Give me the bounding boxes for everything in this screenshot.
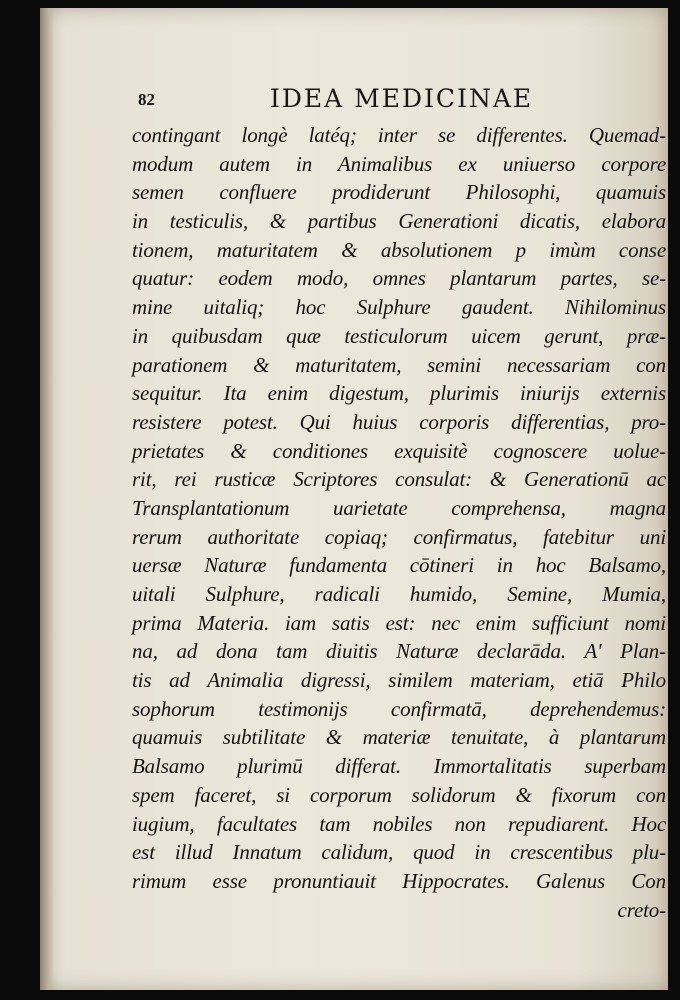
running-title: IDEA MEDICINAE [270,84,534,113]
text-line: sequitur. Ita enim digestum, plurimis iniurijs externis [132,381,666,406]
text-line: est illud Innatum calidum, quod in crescentibus plu- [132,840,666,865]
paper-page [40,8,668,990]
text-line: mine uitaliq; hoc Sulphure gaudent. Nihilominus [132,295,666,320]
page-gutter-shadow [40,8,54,990]
text-line: quamuis subtilitate & materiæ tenuitate, à plantarum [132,725,666,750]
text-line: modum autem in Animalibus ex uniuerso corpore [132,151,666,176]
text-line: in quibusdam quæ testiculorum uicem gerunt, præ- [132,323,666,348]
text-line: Transplantationum uarietate comprehensa, magna [132,495,666,520]
text-line: sophorum testimonijs confirmatā, deprehendemus: [132,696,666,721]
text-line: tionem, maturitatem & absolutionem p imùm conse [132,237,666,262]
text-line: Balsamo plurimū differat. Immortalitatis superbam [132,754,666,779]
text-line: quatur: eodem modo, omnes plantarum partes, se- [132,266,666,291]
catchword: creto- [617,897,666,922]
text-line: resistere potest. Qui huius corporis differentias, pro- [132,409,666,434]
text-line: in testiculis, & partibus Generationi dicatis, elabora [132,209,666,234]
text-line: rerum authoritate copiaq; confirmatus, fatebitur uni [132,524,666,549]
page-number: 82 [138,90,155,109]
text-line: na, ad dona tam diuitis Naturæ declarāda. A' Plan- [132,639,666,664]
text-line: uitali Sulphure, radicali humido, Semine, Mumia, [132,582,666,606]
text-line: prima Materia. iam satis est: nec enim sufficiunt nomi [132,610,666,635]
page-header [40,84,668,118]
text-line: spem faceret, si corporum solidorum & fixorum con [132,782,666,807]
text-line: iugium, facultates tam nobiles non repudiarent. Hoc [132,811,666,836]
text-line: semen confluere prodiderunt Philosophi, quamuis [132,180,666,205]
text-line: uersæ Naturæ fundamenta cōtineri in hoc Balsamo, [132,553,666,578]
text-line: prietates & conditiones exquisitè cognoscere uolue- [132,438,666,463]
body-text [132,121,666,924]
text-line: rit, rei rusticæ Scriptores consulat: & Generationū ac [132,467,666,492]
text-line: parationem & maturitatem, semini necessariam con [132,352,666,377]
text-line: contingant longè latéq; inter se differentes. Quemad- [132,123,666,147]
text-line: rimum esse pronuntiauit Hippocrates. Galenus Con [132,868,666,893]
text-line: tis ad Animalia digressi, similem materiam, etiā Philo [132,668,666,693]
